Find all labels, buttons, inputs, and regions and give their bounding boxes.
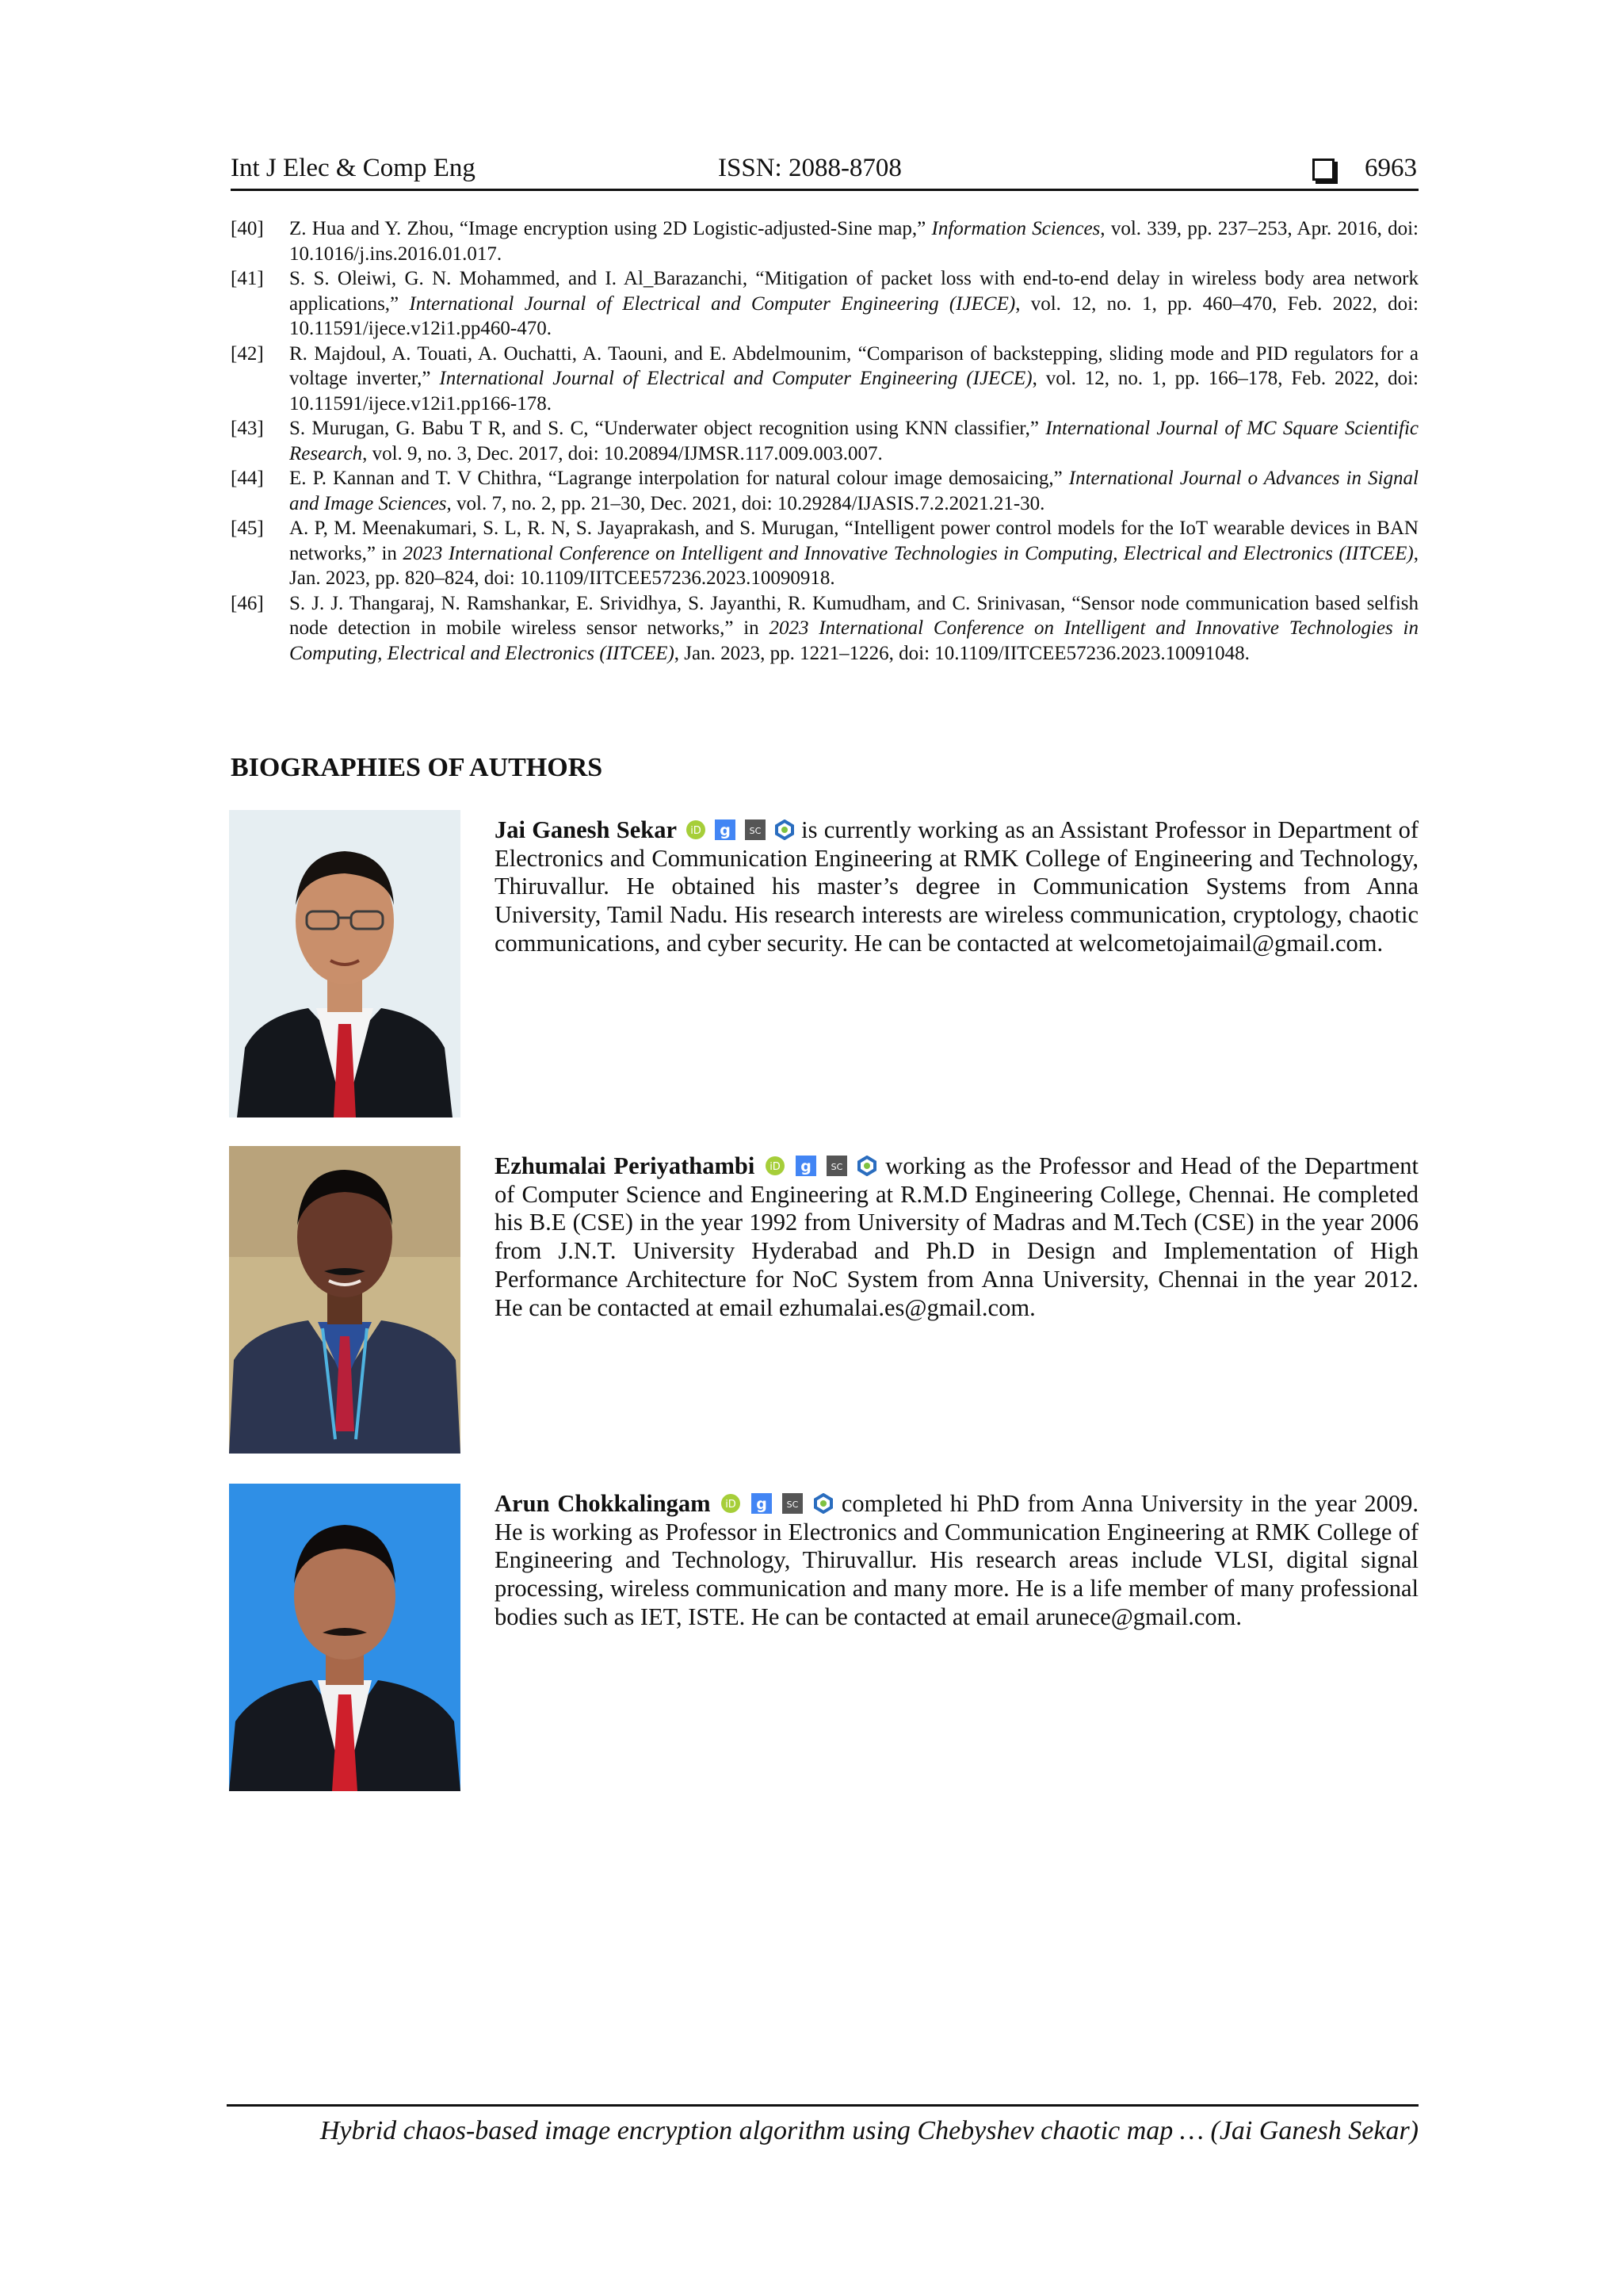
reference-details: , Jan. 2023, pp. 820–824, doi: 10.1109/IITCEE57236.2023.10090918.: [289, 542, 1419, 589]
author-photo: [229, 810, 460, 1117]
reference-venue: International Journal o Advances in Signal and Image Sciences: [289, 468, 1419, 514]
journal-name: Int J Elec & Comp Eng: [231, 154, 475, 182]
author-name: Jai Ganesh Sekar: [495, 816, 677, 843]
issn: ISSN: 2088-8708: [718, 154, 902, 182]
reference-details: , vol. 7, no. 2, pp. 21–30, Dec. 2021, doi: 10.29284/IJASIS.7.2.2021.21-30.: [446, 492, 1045, 514]
scholar-icon-label: g: [800, 1158, 812, 1175]
scholar-icon-label: g: [756, 1496, 768, 1513]
reference-venue: International Journal of MC Square Scientific Research: [289, 418, 1419, 464]
reference-details: , vol. 12, no. 1, pp. 460–470, Feb. 2022, doi: 10.11591/ijece.v12i1.pp460-470.: [289, 292, 1419, 339]
reference-text: S. S. Oleiwi, G. N. Mohammed, and I. Al_Barazanchi, “Mitigation of packet loss with end-to-end delay in wireless body area network applications,”: [289, 268, 1419, 315]
reference-details: , vol. 12, no. 1, pp. 166–178, Feb. 2022, doi: 10.11591/ijece.v12i1.pp166-178.: [289, 368, 1419, 415]
author-name: Ezhumalai Periyathambi: [495, 1152, 755, 1179]
google-scholar-icon[interactable]: [751, 1493, 772, 1514]
reference-text: A. P, M. Meenakumari, S. L, R. N, S. Jayaprakash, and S. Murugan, “Intelligent power control models for the IoT wearable devices in BAN networks,” in: [289, 518, 1419, 564]
reference-text: S. J. J. Thangaraj, N. Ramshankar, E. Srividhya, S. Jayanthi, R. Kumudham, and C. Srinivasan, “Sensor node communication based selfish node detection in mobile wireless sensor networks,” in: [289, 592, 1419, 639]
reference-venue: Information Sciences: [931, 218, 1101, 239]
reference-number: [42]: [231, 342, 264, 365]
orcid-icon[interactable]: [685, 819, 706, 840]
scopus-icon[interactable]: [745, 819, 766, 840]
author-photo: [229, 1484, 460, 1791]
orcid-icon[interactable]: [765, 1156, 785, 1176]
reference-text: E. P. Kannan and T. V Chithra, “Lagrange interpolation for natural colour image demosaicing,”: [289, 468, 1069, 489]
author-bio-text: [495, 1490, 1419, 1632]
reference-text: Z. Hua and Y. Zhou, “Image encryption using 2D Logistic-adjusted-Sine map,”: [289, 218, 932, 239]
publons-icon[interactable]: [813, 1493, 834, 1514]
scopus-icon-label: SC: [786, 1499, 799, 1510]
orcid-icon-label: iD: [690, 825, 702, 837]
reference-item: [231, 342, 1419, 417]
reference-list: [231, 216, 1419, 666]
author-bio-text: [495, 1152, 1419, 1322]
reference-details: , vol. 9, no. 3, Dec. 2017, doi: 10.20894/IJMSR.117.009.003.007.: [362, 442, 883, 464]
reference-number: [41]: [231, 268, 264, 289]
scholar-icon-label: g: [720, 822, 731, 839]
google-scholar-icon[interactable]: [796, 1156, 816, 1176]
author-description: completed hi PhD from Anna University in the year 2009. He is working as Professor in Electronics and Communication Engineering at RMK College of Engineering and Technology, Thiruvallur. His research areas include VLSI, digital signal processing, wireless communication and many more. He is a life member of many professional bodies such as IET, ISTE. He can be contacted at email arunece@gmail.com.: [495, 1490, 1419, 1630]
reference-details: , Jan. 2023, pp. 1221–1226, doi: 10.1109/IITCEE57236.2023.10091048.: [674, 642, 1250, 664]
author-name: Arun Chokkalingam: [495, 1490, 711, 1517]
author-description: is currently working as an Assistant Professor in Department of Electronics and Communication Engineering at RMK College of Engineering and Technology, Thiruvallur. He obtained his master’s degree in Communication Systems from Anna University, Tamil Nadu. His research interests are wireless communication, cryptology, chaotic communications, and cyber security. He can be contacted at welcometojaimail@gmail.com.: [495, 816, 1419, 957]
reference-number: [46]: [231, 592, 264, 614]
scopus-icon-label: SC: [749, 826, 762, 836]
publons-icon[interactable]: [774, 819, 795, 840]
reference-item: [231, 216, 1419, 266]
reference-item: [231, 416, 1419, 466]
publons-icon[interactable]: [857, 1156, 877, 1176]
author-description: working as the Professor and Head of the Department of Computer Science and Engineering at R.M.D Engineering College, Chennai. He completed his B.E (CSE) in the year 1992 from University of Madras and M.Tech (CSE) in the year 2006 from J.N.T. University Hyderabad and Ph.D in Design and Implementation of High Performance Architecture for NoC System from Anna University, Chennai in the year 2012. He can be contacted at email ezhumalai.es@gmail.com.: [495, 1152, 1419, 1321]
reference-details: , vol. 339, pp. 237–253, Apr. 2016, doi: 10.1016/j.ins.2016.01.017.: [289, 218, 1419, 265]
reference-number: [45]: [231, 518, 264, 539]
reference-item: [231, 516, 1419, 591]
page-number: 6963: [1365, 154, 1417, 182]
square-bullet-icon: [1312, 159, 1335, 181]
reference-number: [43]: [231, 418, 264, 439]
scopus-icon[interactable]: [827, 1156, 847, 1176]
author-bio-text: [495, 816, 1419, 958]
page-footer: Hybrid chaos-based image encryption algorithm using Chebyshev chaotic map … (Jai Ganesh Sekar): [227, 2104, 1419, 2146]
orcid-icon-label: iD: [769, 1161, 781, 1173]
reference-number: [40]: [231, 218, 264, 239]
reference-venue: International Journal of Electrical and Computer Engineering (IJECE): [409, 292, 1016, 315]
reference-venue: 2023 International Conference on Intelligent and Innovative Technologies in Computing, Electrical and Electronics (IITCEE): [289, 617, 1419, 664]
reference-venue: 2023 International Conference on Intelligent and Innovative Technologies in Computing, Electrical and Electronics (IITCEE): [403, 542, 1414, 564]
scopus-icon[interactable]: [782, 1493, 803, 1514]
google-scholar-icon[interactable]: [715, 819, 735, 840]
reference-text: R. Majdoul, A. Touati, A. Ouchatti, A. Taouni, and E. Abdelmounim, “Comparison of backstepping, sliding mode and PID regulators for a voltage inverter,”: [289, 342, 1419, 389]
reference-item: [231, 591, 1419, 667]
biographies-heading: BIOGRAPHIES OF AUTHORS: [231, 753, 603, 782]
reference-text: S. Murugan, G. Babu T R, and S. C, “Underwater object recognition using KNN classifier,”: [289, 418, 1046, 439]
author-photo: [229, 1146, 460, 1454]
scopus-icon-label: SC: [831, 1162, 843, 1172]
reference-number: [44]: [231, 468, 264, 489]
reference-item: [231, 266, 1419, 342]
reference-venue: International Journal of Electrical and Computer Engineering (IJECE): [439, 368, 1033, 389]
page-header: [231, 152, 1419, 191]
orcid-icon[interactable]: [720, 1493, 741, 1514]
reference-item: [231, 466, 1419, 516]
orcid-icon-label: iD: [725, 1499, 737, 1511]
